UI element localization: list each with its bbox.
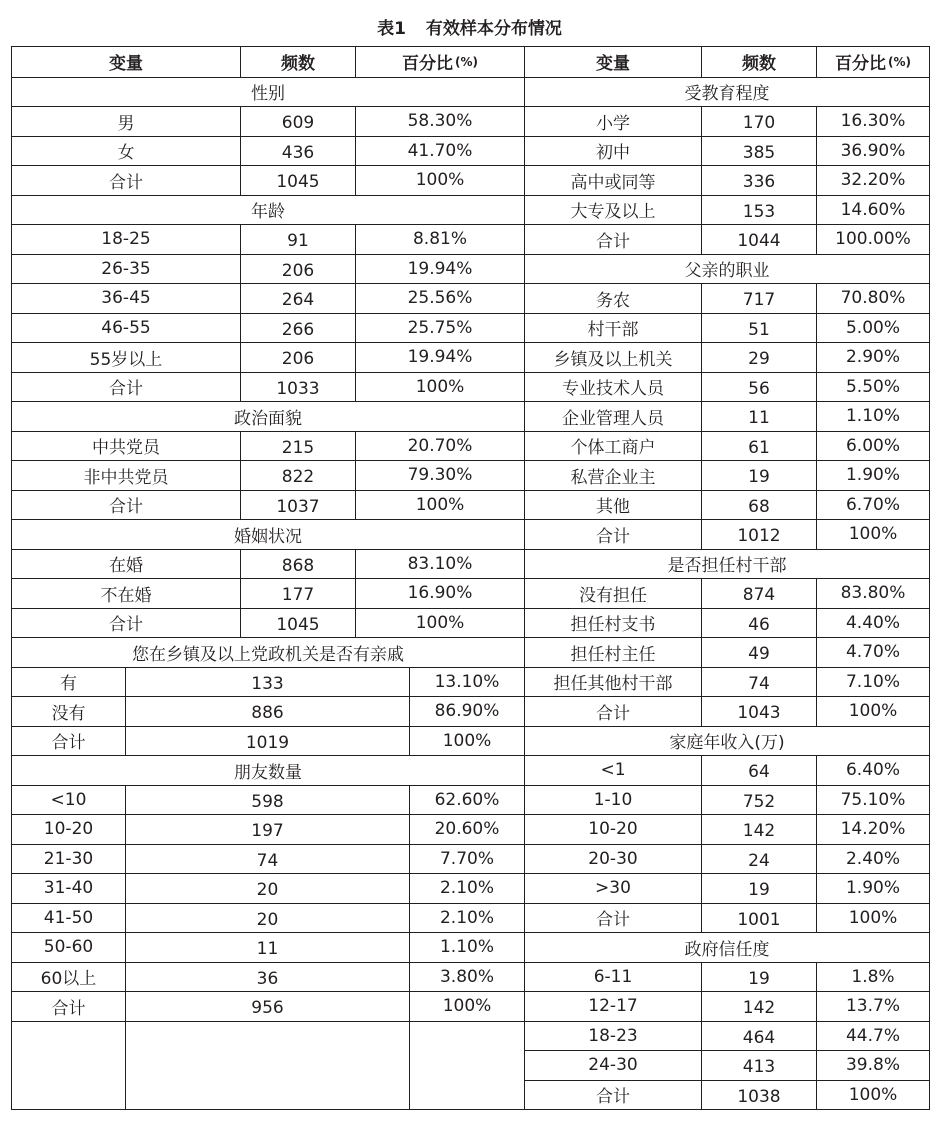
- header-variable: 变量: [12, 47, 241, 77]
- cell-percent: 25.75%: [356, 313, 524, 343]
- table-row: [12, 313, 524, 343]
- cell-variable: 10-20: [12, 814, 126, 844]
- cell-percent: 20.70%: [356, 431, 524, 461]
- cell-frequency: 336: [702, 165, 817, 195]
- cell-percent: 2.10%: [410, 903, 524, 933]
- cell-percent: 75.10%: [817, 785, 929, 815]
- section-title: 朋友数量: [12, 755, 524, 785]
- cell-frequency: 24: [702, 844, 817, 874]
- table-row: [12, 224, 524, 254]
- cell-variable: 不在婚: [12, 578, 241, 608]
- cell-variable: 合计: [525, 519, 702, 549]
- table-row: [525, 696, 929, 726]
- table-row: [525, 372, 929, 402]
- cell-variable: 合计: [12, 608, 241, 638]
- distribution-table: [11, 46, 930, 1110]
- table-row: [525, 224, 929, 254]
- cell-variable: 高中或同等: [525, 165, 702, 195]
- table-row: [12, 136, 524, 166]
- cell-frequency: 56: [702, 372, 817, 402]
- section-title: 婚姻状况: [12, 519, 524, 549]
- header-frequency: 频数: [702, 47, 817, 77]
- cell-percent: 3.80%: [410, 962, 524, 992]
- cell-variable: 31-40: [12, 873, 126, 903]
- cell-percent: 83.80%: [817, 578, 929, 608]
- table-row: [525, 106, 929, 136]
- empty-cell: [126, 1021, 410, 1110]
- table-row: [12, 667, 524, 697]
- right-table: [524, 46, 930, 1110]
- cell-percent: 7.10%: [817, 667, 929, 697]
- cell-frequency: 11: [126, 932, 410, 962]
- table-row: [525, 1050, 929, 1080]
- cell-frequency: 1033: [241, 372, 356, 402]
- cell-percent: 1.90%: [817, 460, 929, 490]
- cell-percent: 13.7%: [817, 991, 929, 1021]
- cell-percent: 4.40%: [817, 608, 929, 638]
- cell-variable: 合计: [12, 726, 126, 756]
- cell-frequency: 197: [126, 814, 410, 844]
- cell-percent: 14.20%: [817, 814, 929, 844]
- table-row: [525, 873, 929, 903]
- header-percent-unit: (%): [888, 54, 911, 69]
- cell-variable: 46-55: [12, 313, 241, 343]
- cell-frequency: 1045: [241, 608, 356, 638]
- cell-percent: 36.90%: [817, 136, 929, 166]
- table-row: [12, 372, 524, 402]
- cell-frequency: 752: [702, 785, 817, 815]
- cell-variable: 1-10: [525, 785, 702, 815]
- cell-percent: 5.00%: [817, 313, 929, 343]
- header-percent: [356, 47, 524, 77]
- cell-variable: 36-45: [12, 283, 241, 313]
- cell-percent: 79.30%: [356, 460, 524, 490]
- table-row: [12, 460, 524, 490]
- section-title: 家庭年收入(万): [525, 726, 929, 756]
- cell-variable: 乡镇及以上机关: [525, 342, 702, 372]
- cell-percent: 1.10%: [410, 932, 524, 962]
- left-header-row: [12, 47, 524, 77]
- cell-frequency: 206: [241, 342, 356, 372]
- table-row: [12, 844, 524, 874]
- cell-variable: 村干部: [525, 313, 702, 343]
- table-row: [12, 932, 524, 962]
- cell-frequency: 74: [126, 844, 410, 874]
- table-row: [525, 313, 929, 343]
- cell-variable: 41-50: [12, 903, 126, 933]
- cell-percent: 100%: [356, 608, 524, 638]
- cell-frequency: 1045: [241, 165, 356, 195]
- cell-variable: 24-30: [525, 1050, 702, 1080]
- cell-frequency: 177: [241, 578, 356, 608]
- cell-variable: 大专及以上: [525, 195, 702, 225]
- cell-variable: 20-30: [525, 844, 702, 874]
- cell-percent: 58.30%: [356, 106, 524, 136]
- cell-percent: 20.60%: [410, 814, 524, 844]
- cell-variable: 18-23: [525, 1021, 702, 1051]
- right-section-row: [525, 77, 929, 107]
- table-title: [0, 14, 939, 39]
- cell-percent: 2.40%: [817, 844, 929, 874]
- right-section-row: [525, 254, 929, 284]
- header-percent-label: 百分比: [402, 54, 453, 75]
- cell-frequency: 1043: [702, 696, 817, 726]
- cell-percent: 5.50%: [817, 372, 929, 402]
- cell-frequency: 1019: [126, 726, 410, 756]
- cell-frequency: 1044: [702, 224, 817, 254]
- table-row: [525, 136, 929, 166]
- cell-frequency: 19: [702, 460, 817, 490]
- cell-percent: 100%: [410, 991, 524, 1021]
- table-row: [12, 578, 524, 608]
- table-row: [12, 165, 524, 195]
- table-row: [525, 637, 929, 667]
- cell-percent: 6.70%: [817, 490, 929, 520]
- cell-variable: 初中: [525, 136, 702, 166]
- table-row: [12, 726, 524, 756]
- table-row: [525, 814, 929, 844]
- cell-variable: 担任村支书: [525, 608, 702, 638]
- cell-variable: 合计: [12, 490, 241, 520]
- cell-percent: 1.90%: [817, 873, 929, 903]
- cell-frequency: 49: [702, 637, 817, 667]
- cell-variable: 合计: [12, 372, 241, 402]
- table-row: [525, 401, 929, 431]
- cell-variable: 担任其他村干部: [525, 667, 702, 697]
- cell-percent: 62.60%: [410, 785, 524, 815]
- cell-percent: 100%: [817, 1080, 929, 1110]
- left-section-row: [12, 195, 524, 225]
- cell-frequency: 133: [126, 667, 410, 697]
- section-title: 您在乡镇及以上党政机关是否有亲戚: [12, 637, 524, 667]
- cell-variable: 合计: [12, 991, 126, 1021]
- table-row: [525, 578, 929, 608]
- header-variable: 变量: [525, 47, 702, 77]
- cell-frequency: 1037: [241, 490, 356, 520]
- left-empty-rows: [12, 1021, 524, 1110]
- cell-percent: 70.80%: [817, 283, 929, 313]
- cell-variable: >30: [525, 873, 702, 903]
- table-row: [12, 283, 524, 313]
- cell-frequency: 61: [702, 431, 817, 461]
- cell-frequency: 91: [241, 224, 356, 254]
- table-row: [12, 342, 524, 372]
- left-section-row: [12, 637, 524, 667]
- section-title: 是否担任村干部: [525, 549, 929, 579]
- cell-variable: 没有: [12, 696, 126, 726]
- section-title: 政府信任度: [525, 932, 929, 962]
- table-row: [12, 254, 524, 284]
- cell-frequency: 385: [702, 136, 817, 166]
- cell-percent: 8.81%: [356, 224, 524, 254]
- cell-variable: 中共党员: [12, 431, 241, 461]
- cell-percent: 16.30%: [817, 106, 929, 136]
- table-row: [525, 1080, 929, 1110]
- cell-percent: 41.70%: [356, 136, 524, 166]
- cell-percent: 7.70%: [410, 844, 524, 874]
- left-section-row: [12, 519, 524, 549]
- cell-percent: 25.56%: [356, 283, 524, 313]
- table-row: [525, 608, 929, 638]
- section-title: 受教育程度: [525, 77, 929, 107]
- table-row: [12, 903, 524, 933]
- cell-frequency: 206: [241, 254, 356, 284]
- header-percent-label: 百分比: [835, 54, 886, 75]
- cell-variable: 男: [12, 106, 241, 136]
- cell-variable: 女: [12, 136, 241, 166]
- cell-percent: 86.90%: [410, 696, 524, 726]
- cell-variable: 其他: [525, 490, 702, 520]
- cell-frequency: 868: [241, 549, 356, 579]
- table-row: [12, 873, 524, 903]
- cell-frequency: 266: [241, 313, 356, 343]
- cell-frequency: 598: [126, 785, 410, 815]
- table-row: [12, 814, 524, 844]
- table-row: [525, 844, 929, 874]
- table-row: [12, 785, 524, 815]
- cell-variable: 务农: [525, 283, 702, 313]
- cell-variable: 在婚: [12, 549, 241, 579]
- table-row: [525, 460, 929, 490]
- cell-percent: 13.10%: [410, 667, 524, 697]
- cell-percent: 100.00%: [817, 224, 929, 254]
- cell-variable: 合计: [525, 696, 702, 726]
- cell-frequency: 717: [702, 283, 817, 313]
- cell-percent: 100%: [817, 519, 929, 549]
- cell-frequency: 142: [702, 991, 817, 1021]
- empty-cell: [12, 1021, 126, 1110]
- cell-frequency: 822: [241, 460, 356, 490]
- cell-variable: 55岁以上: [12, 342, 241, 372]
- table-row: [12, 431, 524, 461]
- left-section-row: [12, 401, 524, 431]
- cell-variable: 60以上: [12, 962, 126, 992]
- cell-frequency: 74: [702, 667, 817, 697]
- header-percent: [817, 47, 929, 77]
- cell-variable: 10-20: [525, 814, 702, 844]
- cell-percent: 19.94%: [356, 342, 524, 372]
- cell-percent: 100%: [410, 726, 524, 756]
- cell-variable: 担任村主任: [525, 637, 702, 667]
- right-section-row: [525, 549, 929, 579]
- table-row: [12, 608, 524, 638]
- cell-variable: <10: [12, 785, 126, 815]
- cell-percent: 39.8%: [817, 1050, 929, 1080]
- cell-frequency: 64: [702, 755, 817, 785]
- cell-variable: 专业技术人员: [525, 372, 702, 402]
- table-row: [525, 283, 929, 313]
- table-row: [525, 755, 929, 785]
- left-section-row: [12, 755, 524, 785]
- cell-frequency: 46: [702, 608, 817, 638]
- header-percent-unit: (%): [455, 54, 478, 69]
- empty-cell: [410, 1021, 524, 1110]
- cell-percent: 100%: [356, 165, 524, 195]
- cell-variable: <1: [525, 755, 702, 785]
- cell-frequency: 1038: [702, 1080, 817, 1110]
- table-row: [525, 165, 929, 195]
- cell-percent: 32.20%: [817, 165, 929, 195]
- cell-variable: 12-17: [525, 991, 702, 1021]
- right-section-row: [525, 932, 929, 962]
- cell-frequency: 609: [241, 106, 356, 136]
- table-row: [525, 785, 929, 815]
- table-row: [525, 519, 929, 549]
- cell-frequency: 413: [702, 1050, 817, 1080]
- cell-percent: 6.00%: [817, 431, 929, 461]
- cell-variable: 21-30: [12, 844, 126, 874]
- cell-frequency: 29: [702, 342, 817, 372]
- table-row: [12, 962, 524, 992]
- right-header-row: [525, 47, 929, 77]
- table-number: 表1: [377, 19, 406, 39]
- cell-frequency: 20: [126, 903, 410, 933]
- cell-variable: 合计: [525, 224, 702, 254]
- cell-percent: 100%: [356, 490, 524, 520]
- cell-percent: 19.94%: [356, 254, 524, 284]
- cell-percent: 4.70%: [817, 637, 929, 667]
- cell-variable: 非中共党员: [12, 460, 241, 490]
- cell-frequency: 874: [702, 578, 817, 608]
- cell-frequency: 215: [241, 431, 356, 461]
- table-row: [525, 342, 929, 372]
- cell-percent: 16.90%: [356, 578, 524, 608]
- cell-frequency: 436: [241, 136, 356, 166]
- cell-variable: 私营企业主: [525, 460, 702, 490]
- table-row: [525, 962, 929, 992]
- cell-variable: 26-35: [12, 254, 241, 284]
- cell-variable: 6-11: [525, 962, 702, 992]
- section-title: 年龄: [12, 195, 524, 225]
- table-row: [525, 903, 929, 933]
- cell-frequency: 1001: [702, 903, 817, 933]
- cell-frequency: 464: [702, 1021, 817, 1051]
- cell-frequency: 170: [702, 106, 817, 136]
- cell-frequency: 51: [702, 313, 817, 343]
- table-row: [525, 431, 929, 461]
- cell-variable: 没有担任: [525, 578, 702, 608]
- cell-variable: 合计: [12, 165, 241, 195]
- cell-variable: 合计: [525, 1080, 702, 1110]
- cell-variable: 50-60: [12, 932, 126, 962]
- table-row: [12, 106, 524, 136]
- cell-percent: 83.10%: [356, 549, 524, 579]
- table-row: [525, 1021, 929, 1051]
- cell-percent: 14.60%: [817, 195, 929, 225]
- cell-frequency: 1012: [702, 519, 817, 549]
- cell-frequency: 153: [702, 195, 817, 225]
- cell-frequency: 19: [702, 962, 817, 992]
- cell-frequency: 20: [126, 873, 410, 903]
- cell-variable: 企业管理人员: [525, 401, 702, 431]
- cell-frequency: 11: [702, 401, 817, 431]
- cell-frequency: 19: [702, 873, 817, 903]
- cell-percent: 100%: [817, 903, 929, 933]
- section-title: 性别: [12, 77, 524, 107]
- table-row: [525, 991, 929, 1021]
- table-row: [12, 991, 524, 1021]
- table-row: [12, 696, 524, 726]
- cell-variable: 合计: [525, 903, 702, 933]
- cell-percent: 1.10%: [817, 401, 929, 431]
- right-section-row: [525, 726, 929, 756]
- cell-variable: 18-25: [12, 224, 241, 254]
- cell-percent: 6.40%: [817, 755, 929, 785]
- table-row: [525, 490, 929, 520]
- cell-variable: 个体工商户: [525, 431, 702, 461]
- table-row: [12, 549, 524, 579]
- cell-frequency: 68: [702, 490, 817, 520]
- header-frequency: 频数: [241, 47, 356, 77]
- cell-percent: 2.90%: [817, 342, 929, 372]
- table-row: [12, 490, 524, 520]
- cell-percent: 2.10%: [410, 873, 524, 903]
- section-title: 政治面貌: [12, 401, 524, 431]
- table-row: [525, 667, 929, 697]
- cell-percent: 100%: [817, 696, 929, 726]
- cell-variable: 小学: [525, 106, 702, 136]
- section-title: 父亲的职业: [525, 254, 929, 284]
- cell-frequency: 36: [126, 962, 410, 992]
- table-title-text: 有效样本分布情况: [425, 19, 562, 39]
- cell-frequency: 886: [126, 696, 410, 726]
- cell-frequency: 956: [126, 991, 410, 1021]
- cell-frequency: 142: [702, 814, 817, 844]
- cell-variable: 有: [12, 667, 126, 697]
- cell-percent: 1.8%: [817, 962, 929, 992]
- left-table: [11, 46, 525, 1110]
- left-section-row: [12, 77, 524, 107]
- cell-frequency: 264: [241, 283, 356, 313]
- table-row: [525, 195, 929, 225]
- cell-percent: 44.7%: [817, 1021, 929, 1051]
- cell-percent: 100%: [356, 372, 524, 402]
